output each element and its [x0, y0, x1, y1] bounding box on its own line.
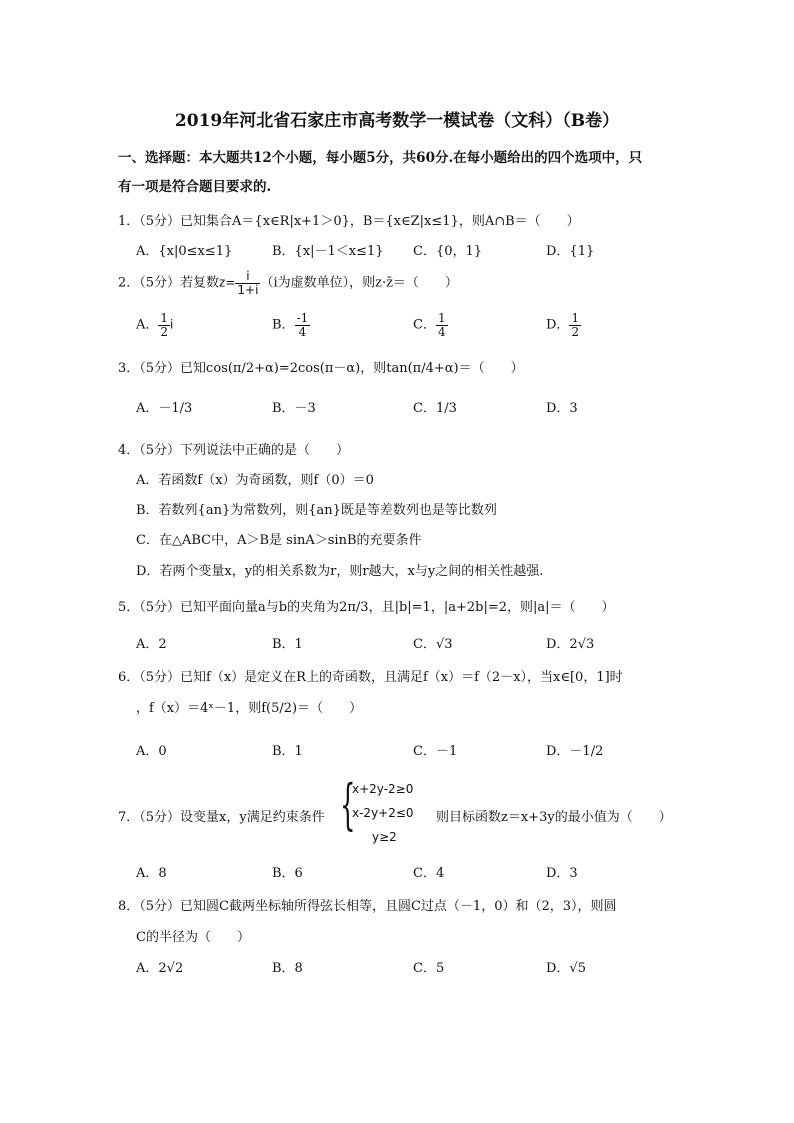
q2-stem-post: （i为虚数单位），则z·z̄＝（ ） [260, 275, 458, 291]
q2-option-d-frac [569, 312, 581, 338]
q2-b-den: 4 [295, 325, 311, 339]
q2-a-suffix: i [170, 317, 174, 332]
question-7-stem-pre: 7．（5分）设变量x，y满足约束条件 [118, 810, 325, 825]
q1-option-b: B．{x|－1＜x≤1} [272, 244, 384, 259]
q2-fraction [235, 270, 260, 296]
q7-option-a: A．8 [136, 866, 167, 881]
q2-a-den: 2 [160, 324, 169, 339]
constraint-brace: { [340, 773, 356, 836]
q6-option-c: C．－1 [413, 744, 458, 759]
q4-option-d: D．若两个变量x，y的相关系数为r，则r越大，x与y之间的相关性越强. [136, 564, 544, 579]
question-8-stem: 8．（5分）已知圆C截两坐标轴所得弦长相等，且圆C过点（－1，0）和（2，3），则圆 [118, 899, 617, 914]
q8-option-d: D．√5 [546, 961, 586, 976]
constraint-3: y≥2 [372, 830, 397, 844]
section-heading-line1: 一、选择题：本大题共12个小题，每小题5分，共60分.在每小题给出的四个选项中，只 [118, 150, 643, 166]
q3-option-b: B．－3 [272, 401, 316, 416]
question-3-stem: 3．（5分）已知cos(π/2+α)=2cos(π－α)，则tan(π/4+α)＝（ ） [118, 361, 524, 376]
q2-frac-den: 1+i [237, 282, 259, 297]
constraint-2: x-2y+2≤0 [352, 806, 414, 820]
q1-option-d: D．{1} [546, 244, 595, 259]
q2-stem-z: z= [219, 275, 236, 290]
q2-option-c-label: C． [413, 317, 436, 333]
q8-option-c: C．5 [413, 961, 445, 976]
q2-a-num: 1 [160, 311, 169, 325]
q2-option-a-frac [158, 312, 170, 338]
q2-option-d-label: D． [546, 317, 570, 333]
question-7-stem-post: 则目标函数z＝x+3y的最小值为（ ） [436, 810, 672, 825]
q2-d-den: 2 [571, 324, 580, 339]
q3-option-a: A．－1/3 [136, 401, 193, 416]
q8-option-b: B．8 [272, 961, 303, 976]
q2-option-c-frac [436, 312, 448, 338]
q6-option-a: A．0 [136, 744, 167, 759]
q7-option-b: B．6 [272, 866, 303, 881]
q3-option-c: C．1/3 [413, 401, 457, 416]
q2-d-num: 1 [571, 311, 580, 325]
question-4-stem: 4．（5分）下列说法中正确的是（ ） [118, 443, 350, 458]
q7-option-d: D．3 [546, 866, 578, 881]
q5-option-a: A．2 [136, 637, 167, 652]
question-6-stem-line2: ，f（x）＝4ˣ－1，则f(5/2)＝（ ） [136, 701, 363, 716]
q2-stem-pre: 2．（5分）若复数 [118, 275, 220, 291]
q2-option-b-label: B． [272, 317, 295, 333]
q1-option-c: C．{0，1} [413, 244, 483, 259]
question-1-stem: 1．（5分）已知集合A＝{x∈R|x+1＞0}，B＝{x∈Z|x≤1}，则A∩B＝（ ） [118, 214, 580, 229]
q6-option-d: D．－1/2 [546, 744, 604, 759]
question-5-stem: 5．（5分）已知平面向量a与b的夹角为2π/3，且|b|=1，|a+2b|=2，则|a|＝（ ） [118, 600, 615, 615]
q2-option-a [136, 312, 173, 338]
q2-option-b-frac [295, 312, 311, 338]
q2-option-c [413, 312, 448, 338]
q5-option-c: C．√3 [413, 637, 453, 652]
q4-option-b: B．若数列{an}为常数列，则{an}既是等差数列也是等比数列 [136, 503, 497, 518]
q8-option-a: A．2√2 [136, 961, 184, 976]
q2-frac-num: i [246, 269, 250, 283]
q2-b-num: -1 [296, 311, 309, 325]
q4-option-a: A．若函数f（x）为奇函数，则f（0）＝0 [136, 473, 374, 488]
q2-option-b [272, 312, 310, 338]
q3-option-d: D．3 [546, 401, 578, 416]
q2-option-d [546, 312, 581, 338]
constraint-1: x+2y-2≥0 [352, 782, 414, 796]
q4-option-c: C．在△ABC中，A＞B是 sinA＞sinB的充要条件 [136, 533, 422, 548]
page-title: 2019年河北省石家庄市高考数学一模试卷（文科）（B卷） [174, 111, 620, 131]
section-heading-line2: 有一项是符合题目要求的. [118, 179, 272, 195]
q2-c-num: 1 [437, 311, 446, 325]
q2-c-den: 4 [437, 324, 446, 339]
q7-option-c: C．4 [413, 866, 445, 881]
q6-option-b: B．1 [272, 744, 303, 759]
question-8-stem-line2: C的半径为（ ） [136, 930, 250, 945]
question-2-stem [118, 270, 458, 296]
q5-option-b: B．1 [272, 637, 303, 652]
question-6-stem: 6．（5分）已知f（x）是定义在R上的奇函数，且满足f（x）＝f（2－x），当x∈[0，1]时 [118, 670, 623, 685]
q5-option-d: D．2√3 [546, 637, 595, 652]
q2-option-a-label: A． [136, 317, 159, 333]
q1-option-a: A．{x|0≤x≤1} [136, 244, 233, 259]
